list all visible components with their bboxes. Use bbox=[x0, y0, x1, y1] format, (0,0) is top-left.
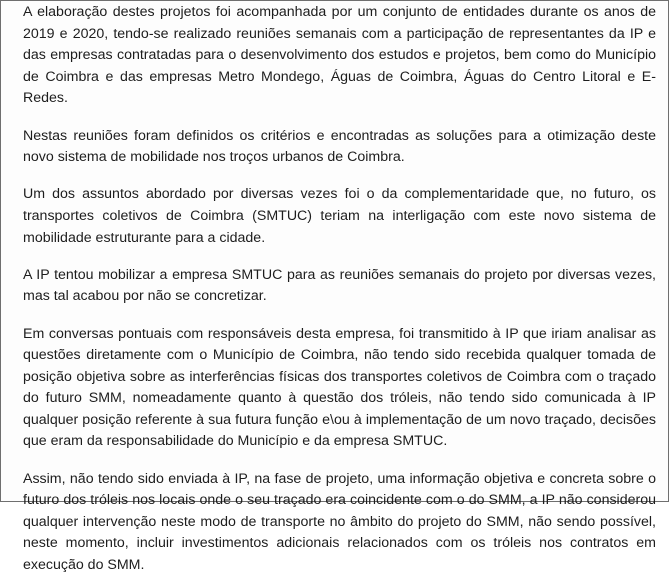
paragraph-4: A IP tentou mobilizar a empresa SMTUC para as reuniões semanais do projeto por diversas vezes, mas tal acabou por não se concretizar. bbox=[23, 266, 656, 305]
paragraph-1: A elaboração destes projetos foi acompanhada por um conjunto de entidades durante os anos de 2019 e 2020, tendo-se realizado reuniões semanais com a participação de representantes da IP e das empresas contratadas para o desenvolvimento dos estudos e projetos, bem como do Município de Coimbra e das empresas Metro Mondego, Águas de Coimbra, Águas do Centro Litoral e E-Redes. bbox=[23, 4, 656, 107]
paragraph-5: Em conversas pontuais com responsáveis desta empresa, foi transmitido à IP que iriam analisar as questões diretamente com o Município de Coimbra, não tendo sido recebida qualquer tomada de posição objetiva sobre as interferências físicas dos transportes coletivos de Coimbra com o traçado do futuro SMM, nomeadamente quanto à questão dos tróleis, não tendo sido comunicada à IP qualquer posição referente à sua futura função e\ou à implementação de um novo traçado, decisões que eram da responsabilidade do Município e da empresa SMTUC. bbox=[23, 325, 656, 450]
paragraph-3: Um dos assuntos abordado por diversas vezes foi o da complementaridade que, no futuro, os transportes coletivos de Coimbra (SMTUC) teriam na interligação com este novo sistema de mobilidade estruturante para a cidade. bbox=[23, 186, 656, 246]
paragraph-6: Assim, não tendo sido enviada à IP, na fase de projeto, uma informação objetiva e concreta sobre o futuro dos tróleis nos locais onde o seu traçado era coincidente com o do SMM, a IP não considerou qualquer intervenção neste modo de transporte no âmbito do projeto do SMM, não sendo possível, neste momento, incluir investimentos adicionais relacionados com os tróleis nos contratos em execução do SMM. bbox=[23, 470, 656, 574]
paragraph-2: Nestas reuniões foram definidos os critérios e encontradas as soluções para a otimização deste novo sistema de mobilidade nos troços urbanos de Coimbra. bbox=[23, 127, 656, 166]
